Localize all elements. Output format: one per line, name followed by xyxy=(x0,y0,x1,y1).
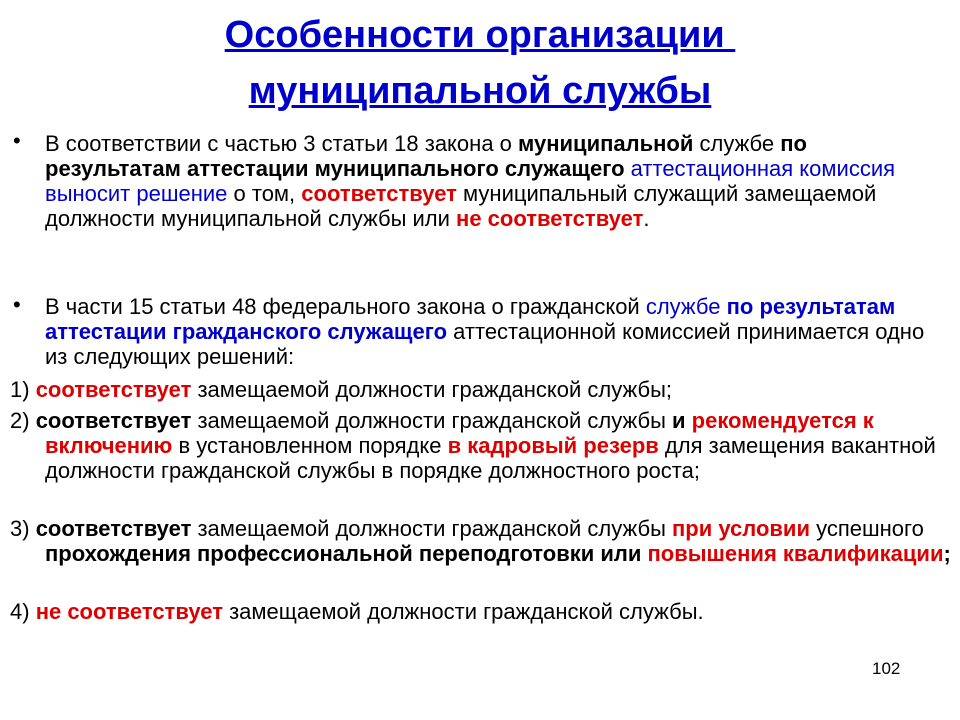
emphasis-text: службе xyxy=(645,294,721,319)
text-run: замещаемой должности гражданской службы xyxy=(191,516,672,541)
text-run: 2) xyxy=(10,408,36,433)
text-run: муниципальный служащий замещаемой должности муниципальной службы или xyxy=(45,181,877,231)
text-run: 1) xyxy=(10,377,36,402)
slide-title-line-2: муниципальной службы xyxy=(248,70,712,112)
emphasis-text: прохождения профессиональной переподготовки или xyxy=(45,541,642,566)
decision-item-4 xyxy=(10,599,960,624)
emphasis-text: повышения квалификации xyxy=(647,541,944,566)
emphasis-text: соответствует xyxy=(35,377,192,402)
bullet-marker: • xyxy=(13,128,21,153)
text-run: . xyxy=(643,206,650,231)
text-run: В соответствии с частью 3 статьи 18 закона о xyxy=(45,131,519,156)
emphasis-text: аттестационная комиссия выносит решение xyxy=(45,156,896,206)
decision-item-2 xyxy=(10,408,960,483)
bullet-paragraph-1 xyxy=(45,131,935,231)
emphasis-text: рекомендуется к включению xyxy=(45,408,874,458)
bullet-paragraph-2 xyxy=(45,294,935,369)
text-run: в установленном порядке xyxy=(172,433,448,458)
text-run: замещаемой должности гражданской службы; xyxy=(191,377,672,402)
emphasis-text: не соответствует xyxy=(35,599,223,624)
text-run: о том, xyxy=(227,181,302,206)
text-run: успешного xyxy=(809,516,924,541)
text-run: для замещения вакантной должности гражданской службы в порядке должностного роста; xyxy=(45,433,936,483)
emphasis-text: и xyxy=(672,408,686,433)
emphasis-text: соответствует xyxy=(301,181,457,206)
emphasis-text: по результатам аттестации муниципального служащего xyxy=(45,131,807,181)
emphasis-text: по результатам аттестации гражданского служащего xyxy=(45,294,896,344)
decision-item-1 xyxy=(10,377,960,402)
emphasis-text: в кадровый резерв xyxy=(447,433,659,458)
text-run: аттестационной комиссией принимается одно из следующих решений: xyxy=(45,319,925,369)
page-number: 102 xyxy=(872,659,901,678)
text-run: 4) xyxy=(10,599,36,624)
text-run: замещаемой должности гражданской службы xyxy=(191,408,672,433)
text-run: службе xyxy=(693,131,781,156)
emphasis-text: не соответствует xyxy=(456,206,644,231)
emphasis-text: ; xyxy=(943,541,951,566)
text-run: В части 15 статьи 48 федерального закона о гражданской xyxy=(45,294,646,319)
emphasis-text: соответствует xyxy=(35,516,192,541)
emphasis-text: муниципальной xyxy=(518,131,694,156)
bullet-marker: • xyxy=(13,292,21,317)
decision-item-3 xyxy=(10,516,960,566)
emphasis-text: соответствует xyxy=(35,408,192,433)
text-run: замещаемой должности гражданской службы. xyxy=(222,599,704,624)
slide-title-line-1: Особенности организации xyxy=(224,14,736,56)
text-run: 3) xyxy=(10,516,36,541)
emphasis-text: при условии xyxy=(672,516,810,541)
